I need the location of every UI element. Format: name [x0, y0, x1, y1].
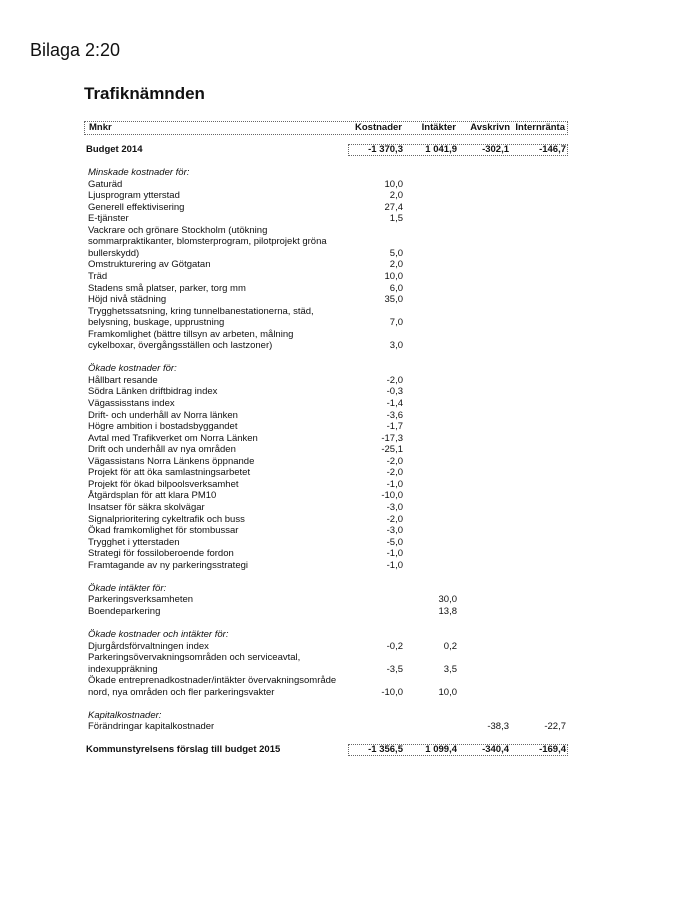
row-kostnader-value: -0,3 [386, 386, 403, 398]
row-kostnader-value: -3,0 [386, 525, 403, 537]
row-intakter-value: 30,0 [438, 594, 457, 606]
row-kostnader-value: -2,0 [386, 455, 403, 467]
row-kostnader-value: -1,0 [386, 548, 403, 560]
section-heading-label: Minskade kostnader för: [88, 167, 190, 179]
table-row [84, 375, 568, 387]
section-heading-label: Kapitalkostnader: [88, 709, 162, 721]
budget-2014-avskrivn: -302,1 [482, 144, 509, 155]
table-row [84, 444, 568, 456]
row-label: bullerskydd) [88, 247, 140, 259]
table-row [84, 433, 568, 445]
row-intakter-value: 3,5 [443, 663, 457, 675]
table-row [84, 329, 568, 341]
row-label: Avtal med Trafikverket om Norra Länken [88, 432, 258, 444]
table-row [84, 213, 568, 225]
row-kostnader-value: -25,1 [381, 444, 403, 456]
appendix-label: Bilaga 2:20 [30, 40, 121, 60]
row-label: cykelboxar, övergångsställen och lastzoner) [88, 340, 273, 352]
row-label: Projekt för ökad bilpoolsverksamhet [88, 478, 239, 490]
row-label: Trygghetssatsning, kring tunnelbanestationerna, städ, [88, 305, 314, 317]
row-kostnader-value: -10,0 [381, 490, 403, 502]
table-row [84, 675, 568, 687]
table-row [84, 283, 568, 295]
table-sections [84, 167, 568, 733]
row-kostnader-value: -10,0 [381, 686, 403, 698]
header-kostnader: Kostnader [355, 122, 402, 133]
row-label: Framtagande av ny parkeringsstrategi [88, 559, 248, 571]
row-label: Hållbart resande [88, 374, 158, 386]
row-label: Vägassistans Norra Länkens öppnande [88, 455, 255, 467]
row-label: Ökad framkomlighet för stombussar [88, 525, 239, 537]
row-label: Strategi för fossiloberoende fordon [88, 548, 234, 560]
row-label: Träd [88, 271, 108, 283]
header-intakter: Intäkter [421, 122, 456, 133]
row-kostnader-value: 7,0 [389, 317, 403, 329]
budget-2014-row [84, 144, 568, 156]
table-row [84, 594, 568, 606]
header-mnkr: Mnkr [89, 122, 112, 133]
row-kostnader-value: -2,0 [386, 467, 403, 479]
row-kostnader-value: -2,0 [386, 513, 403, 525]
row-intakter-value: 0,2 [443, 640, 457, 652]
table-row [84, 271, 568, 283]
row-label: Höjd nivå städning [88, 294, 167, 306]
row-kostnader-value: -3,0 [386, 501, 403, 513]
section-heading-label: Ökade intäkter för: [88, 582, 167, 594]
table-row [84, 202, 568, 214]
budget-2014-kostnader: -1 370,3 [368, 144, 403, 155]
header-avskrivn: Avskrivn [470, 122, 510, 133]
table-row [84, 259, 568, 271]
row-label: Högre ambition i bostadsbyggandet [88, 421, 238, 433]
table-row [84, 179, 568, 191]
table-row [84, 317, 568, 329]
row-label: nord, nya områden och fler parkeringsvakter [88, 686, 275, 698]
section-heading-intakter [84, 583, 568, 595]
row-kostnader-value: 27,4 [384, 201, 403, 213]
row-label: E-tjänster [88, 213, 129, 225]
forslag-2015-avskrivn: -340,4 [482, 744, 509, 756]
row-kostnader-value: -1,0 [386, 559, 403, 571]
row-kostnader-value: -1,4 [386, 398, 403, 410]
row-label: Projekt för att öka samlastningsarbetet [88, 467, 251, 479]
row-label: Parkeringsverksamheten [88, 594, 194, 606]
table-row [84, 502, 568, 514]
row-kostnader-value: -1,0 [386, 478, 403, 490]
table-row [84, 652, 568, 664]
row-label: Omstrukturering av Götgatan [88, 259, 211, 271]
row-kostnader-value: 1,5 [389, 213, 403, 225]
row-kostnader-value: -2,0 [386, 374, 403, 386]
section-heading-label: Ökade kostnader för: [88, 363, 177, 375]
row-label: Vackrare och grönare Stockholm (utökning [88, 224, 268, 236]
row-label: Stadens små platser, parker, torg mm [88, 282, 246, 294]
forslag-2015-kostnader: -1 356,5 [368, 744, 403, 756]
table-row [84, 606, 568, 618]
row-label: Trygghet i ytterstaden [88, 536, 180, 548]
row-label: Drift och underhåll av nya områden [88, 444, 236, 456]
row-label: Framkomlighet (bättre tillsyn av arbeten, målning [88, 328, 294, 340]
table-row [84, 340, 568, 352]
forslag-2015-internranta: -169,4 [539, 744, 566, 756]
row-label: Ökade entreprenadkostnader/intäkter övervakningsområde [88, 675, 337, 687]
table-row [84, 190, 568, 202]
table-row [84, 687, 568, 699]
table-row [84, 236, 568, 248]
row-kostnader-value: 10,0 [384, 271, 403, 283]
table-row [84, 479, 568, 491]
section-heading-label: Ökade kostnader och intäkter för: [88, 628, 229, 640]
row-label: indexuppräkning [88, 663, 158, 675]
row-label: Vägassisstans index [88, 398, 175, 410]
row-kostnader-value: 6,0 [389, 282, 403, 294]
table-row [84, 456, 568, 468]
row-kostnader-value: -3,6 [386, 409, 403, 421]
section-heading-minskade [84, 167, 568, 179]
row-kostnader-value: 3,0 [389, 340, 403, 352]
forslag-2015-intakter: 1 099,4 [425, 744, 457, 756]
row-kostnader-value: -3,5 [386, 663, 403, 675]
section-heading-okade [84, 363, 568, 375]
section-heading-kostint [84, 629, 568, 641]
row-label: Åtgärdsplan för att klara PM10 [88, 490, 217, 502]
row-intakter-value: 10,0 [438, 686, 457, 698]
budget-table [84, 121, 568, 756]
table-row [84, 548, 568, 560]
row-label: Insatser för säkra skolvägar [88, 501, 205, 513]
row-label: Generell effektivisering [88, 201, 185, 213]
table-row [84, 421, 568, 433]
row-label: Ljusprogram ytterstad [88, 190, 180, 202]
forslag-2015-label: Kommunstyrelsens förslag till budget 2015 [86, 744, 281, 756]
table-row [84, 514, 568, 526]
row-label: Djurgårdsförvaltningen index [88, 640, 209, 652]
forslag-2015-row [84, 744, 568, 756]
table-row [84, 664, 568, 676]
section-heading-kapital [84, 710, 568, 722]
budget-2014-internranta: -146,7 [539, 144, 566, 155]
row-label: sommarpraktikanter, blomsterprogram, pilotprojekt gröna [88, 236, 327, 248]
row-label: Gaturäd [88, 178, 123, 190]
row-kostnader-value: 5,0 [389, 247, 403, 259]
row-kostnader-value: -5,0 [386, 536, 403, 548]
table-row [84, 490, 568, 502]
row-intakter-value: 13,8 [438, 605, 457, 617]
row-kostnader-value: -17,3 [381, 432, 403, 444]
table-row [84, 398, 568, 410]
table-row [84, 560, 568, 572]
budget-2014-label: Budget 2014 [86, 144, 143, 155]
table-row [84, 306, 568, 318]
row-kostnader-value: 35,0 [384, 294, 403, 306]
table-row [84, 641, 568, 653]
table-row [84, 467, 568, 479]
table-row [84, 294, 568, 306]
header-internranta: Internränta [515, 122, 565, 133]
row-label: Drift- och underhåll av Norra länken [88, 409, 238, 421]
table-row [84, 248, 568, 260]
row-kostnader-value: -0,2 [386, 640, 403, 652]
table-row [84, 721, 568, 733]
table-header [84, 121, 568, 135]
budget-2014-intakter: 1 041,9 [425, 144, 457, 155]
row-label: Parkeringsövervakningsområden och serviceavtal, [88, 652, 301, 664]
row-label: belysning, buskage, upprustning [88, 317, 225, 329]
table-row [84, 386, 568, 398]
table-row [84, 525, 568, 537]
row-kostnader-value: -1,7 [386, 421, 403, 433]
row-label: Boendeparkering [88, 605, 161, 617]
row-label: Södra Länken driftbidrag index [88, 386, 218, 398]
page-title: Trafiknämnden [84, 84, 205, 103]
row-label: Signalprioritering cykeltrafik och buss [88, 513, 245, 525]
table-row [84, 225, 568, 237]
row-avskrivn-value: -38,3 [487, 721, 509, 733]
row-internranta-value: -22,7 [544, 721, 566, 733]
table-row [84, 537, 568, 549]
row-kostnader-value: 2,0 [389, 259, 403, 271]
row-kostnader-value: 2,0 [389, 190, 403, 202]
row-label: Förändringar kapitalkostnader [88, 721, 215, 733]
row-kostnader-value: 10,0 [384, 178, 403, 190]
table-row [84, 410, 568, 422]
